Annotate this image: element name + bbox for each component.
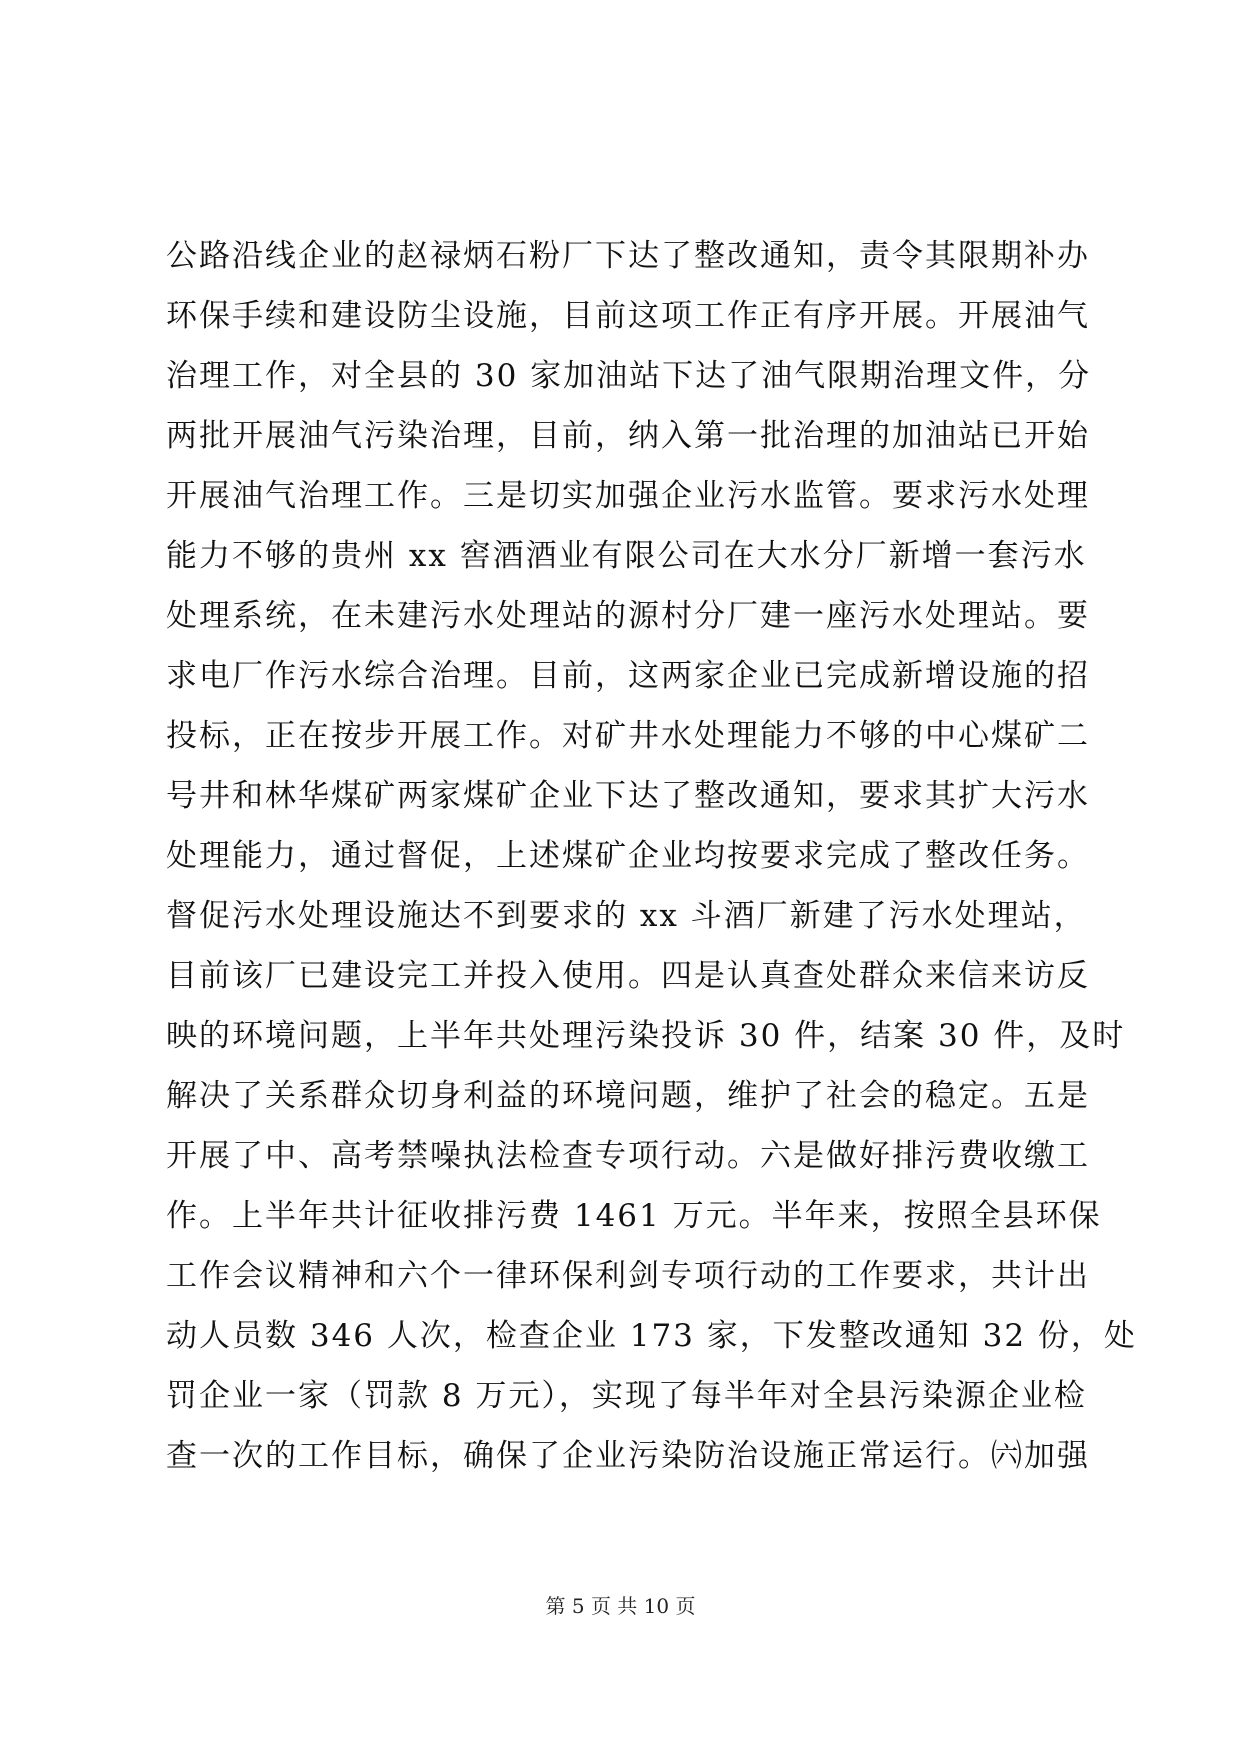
- text-line: 目前该厂已建设完工并投入使用。四是认真查处群众来信来访反: [166, 958, 1090, 994]
- text-line: 两批开展油气污染治理，目前，纳入第一批治理的加油站已开始: [166, 418, 1090, 454]
- text-line: 开展油气治理工作。三是切实加强企业污水监管。要求污水处理: [166, 478, 1090, 514]
- text-line: 求电厂作污水综合治理。目前，这两家企业已完成新增设施的招: [166, 658, 1090, 694]
- text-line: 投标，正在按步开展工作。对矿井水处理能力不够的中心煤矿二: [166, 718, 1090, 754]
- text-line: 能力不够的贵州 xx 窖酒酒业有限公司在大水分厂新增一套污水: [166, 538, 1087, 574]
- text-line: 罚企业一家（罚款 8 万元），实现了每半年对全县污染源企业检: [166, 1378, 1087, 1414]
- text-line: 号井和林华煤矿两家煤矿企业下达了整改通知，要求其扩大污水: [166, 778, 1090, 814]
- text-line: 公路沿线企业的赵禄炳石粉厂下达了整改通知，责令其限期补办: [166, 238, 1090, 274]
- text-line: 处理能力，通过督促，上述煤矿企业均按要求完成了整改任务。: [166, 838, 1090, 874]
- text-line: 处理系统，在未建污水处理站的源村分厂建一座污水处理站。要: [166, 598, 1090, 634]
- page-number: 第 5 页 共 10 页: [545, 1594, 696, 1618]
- document-body: [166, 226, 1137, 1486]
- text-line: 作。上半年共计征收排污费 1461 万元。半年来，按照全县环保: [166, 1198, 1102, 1234]
- text-line: 治理工作，对全县的 30 家加油站下达了油气限期治理文件，分: [166, 358, 1092, 394]
- text-line: 查一次的工作目标，确保了企业污染防治设施正常运行。㈥加强: [166, 1438, 1090, 1474]
- text-line: 督促污水处理设施达不到要求的 xx 斗酒厂新建了污水处理站，: [166, 898, 1087, 934]
- text-line: 环保手续和建设防尘设施，目前这项工作正有序开展。开展油气: [166, 298, 1090, 334]
- page-footer: [0, 1590, 1241, 1619]
- text-line: 映的环境问题，上半年共处理污染投诉 30 件，结案 30 件，及时: [166, 1018, 1126, 1054]
- text-line: 解决了关系群众切身利益的环境问题，维护了社会的稳定。五是: [166, 1078, 1090, 1114]
- text-line: 动人员数 346 人次，检查企业 173 家，下发整改通知 32 份，处: [166, 1318, 1137, 1354]
- text-line: 工作会议精神和六个一律环保利剑专项行动的工作要求，共计出: [166, 1258, 1090, 1294]
- text-line: 开展了中、高考禁噪执法检查专项行动。六是做好排污费收缴工: [166, 1138, 1090, 1174]
